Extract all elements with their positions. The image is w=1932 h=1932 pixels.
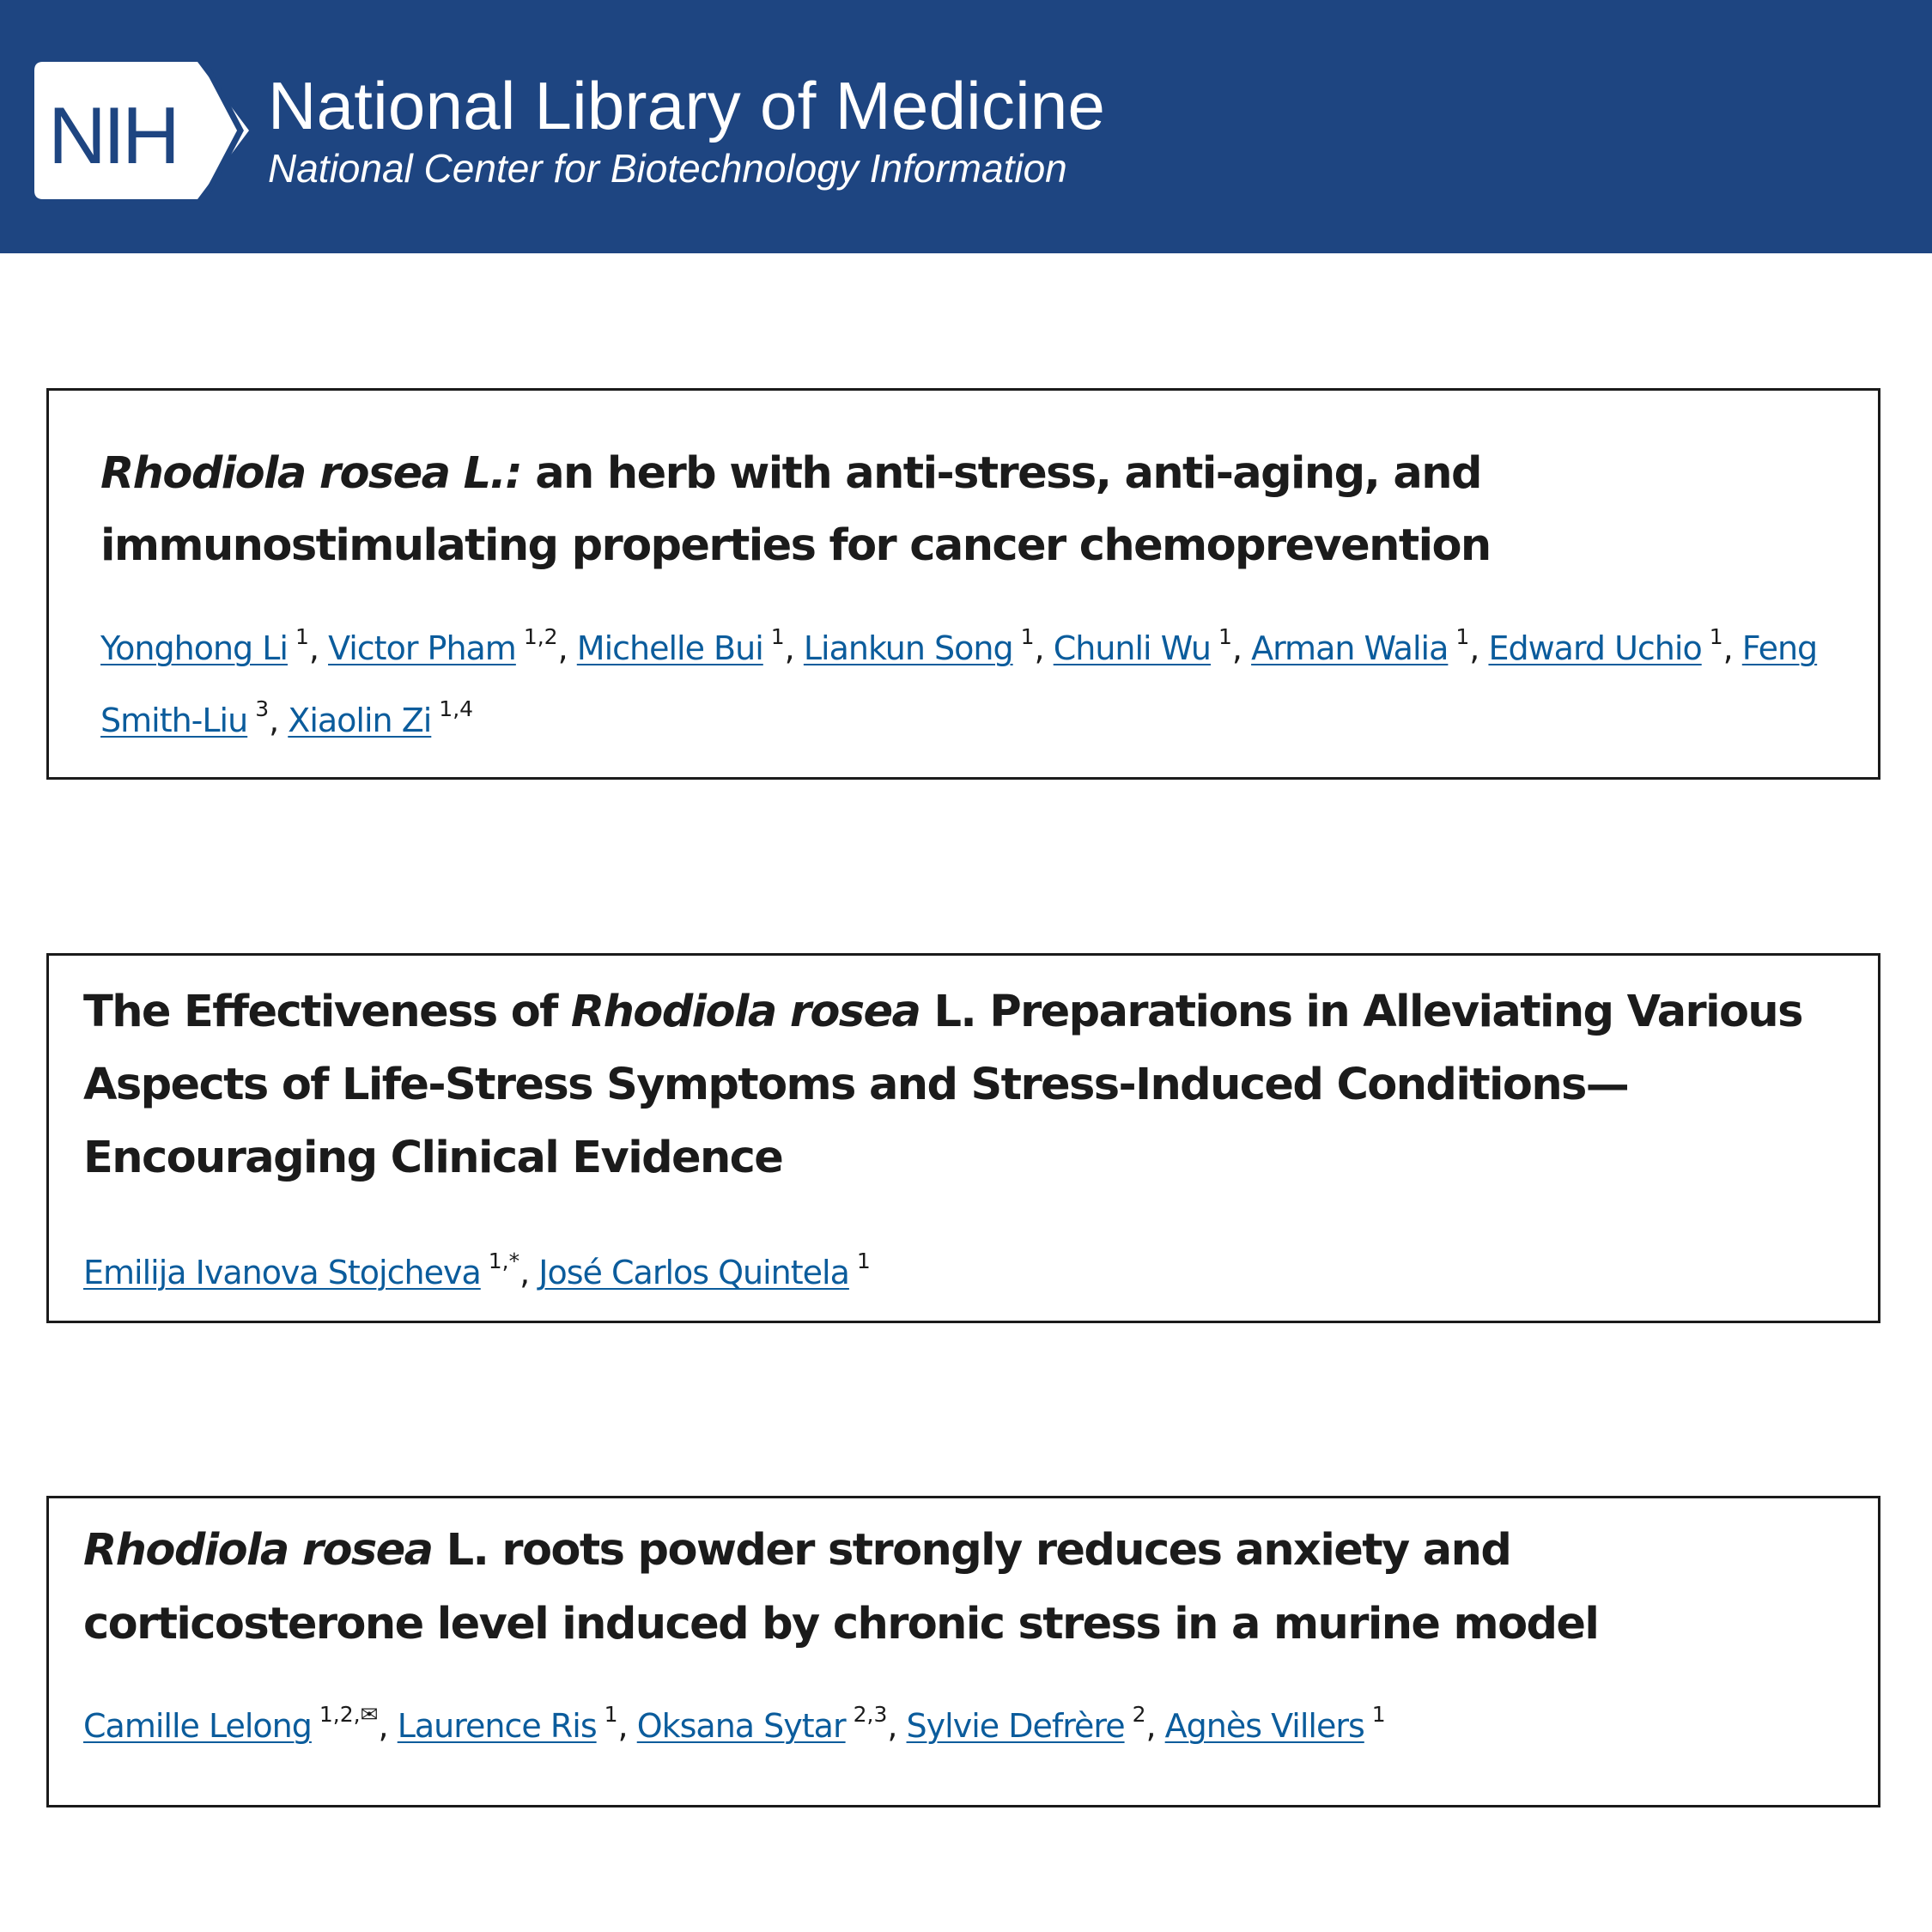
author-link[interactable]: Emilija Ivanova Stojcheva [83, 1254, 481, 1291]
affiliation-marker: 1 [1218, 624, 1232, 649]
affiliation-marker: 3 [255, 696, 270, 721]
author-link[interactable]: Oksana Sytar [636, 1707, 846, 1745]
article-title[interactable] [83, 975, 1802, 1194]
affiliation-marker: 1 [1020, 624, 1035, 649]
author-link[interactable]: Victor Pham [328, 629, 516, 667]
author-link[interactable]: Feng [1741, 629, 1818, 667]
author-link[interactable]: Michelle Bui [576, 629, 763, 667]
affiliation-marker: 1,2 [523, 624, 558, 649]
article-title-line: The Effectiveness of Rhodiola rosea L. Preparations in Alleviating Various [83, 987, 1802, 1037]
author-link[interactable]: Sylvie Defrère [906, 1707, 1125, 1745]
affiliation-marker: 1 [1709, 624, 1723, 649]
affiliation-marker: 2 [1132, 1702, 1146, 1727]
author-separator: , [1231, 629, 1242, 667]
author-link[interactable]: Agnès Villers [1164, 1707, 1364, 1745]
article-title-line: immunostimulating properties for cancer chemoprevention [100, 520, 1491, 571]
nih-logo-icon[interactable] [34, 62, 249, 199]
header-subtitle: National Center for Biotechnology Information [268, 146, 1067, 191]
author-list [83, 1690, 1386, 1762]
article-title-line: Rhodiola rosea L.: an herb with anti-stress, anti-aging, and [100, 448, 1481, 499]
author-list [83, 1236, 871, 1309]
author-line [83, 1690, 1386, 1762]
affiliation-marker: 1,* [488, 1249, 520, 1273]
article-title-line: corticosterone level induced by chronic stress in a murine model [83, 1599, 1599, 1649]
author-separator: , [378, 1707, 388, 1745]
author-link[interactable]: Liankun Song [803, 629, 1013, 667]
affiliation-marker: 1,2,✉ [319, 1702, 379, 1727]
header-title[interactable]: National Library of Medicine [268, 68, 1106, 143]
nih-logo-text: NIH [48, 90, 177, 180]
affiliation-marker: 1 [1371, 1702, 1386, 1727]
author-separator: , [617, 1707, 628, 1745]
author-separator: , [1034, 629, 1044, 667]
author-link[interactable]: Xiaolin Zi [288, 702, 432, 739]
affiliation-marker: 1 [1455, 624, 1470, 649]
author-separator: , [784, 629, 794, 667]
author-separator: , [1722, 629, 1733, 667]
author-separator: , [519, 1254, 530, 1291]
article-card [46, 1496, 1880, 1807]
affiliation-marker: 1 [604, 1702, 618, 1727]
article-title[interactable] [100, 438, 1491, 582]
article-card [46, 953, 1880, 1323]
article-title-line: Aspects of Life-Stress Symptoms and Stress-Induced Conditions— [83, 1060, 1629, 1110]
article-title-line: Encouraging Clinical Evidence [83, 1133, 783, 1183]
author-link[interactable]: José Carlos Quintela [538, 1254, 849, 1291]
affiliation-marker: 1 [770, 624, 785, 649]
author-link[interactable]: Edward Uchio [1488, 629, 1702, 667]
author-link[interactable]: Laurence Ris [397, 1707, 597, 1745]
author-link[interactable]: Arman Walia [1251, 629, 1449, 667]
author-link[interactable]: Yonghong Li [100, 629, 288, 667]
affiliation-marker: 1,4 [439, 696, 474, 721]
author-line [83, 1236, 871, 1309]
author-link[interactable]: Smith-Liu [100, 702, 248, 739]
author-line [100, 612, 1817, 684]
author-list [100, 612, 1817, 756]
article-title-line: Rhodiola rosea L. roots powder strongly reduces anxiety and [83, 1525, 1511, 1576]
author-line [100, 684, 1817, 756]
author-separator: , [269, 702, 279, 739]
author-separator: , [887, 1707, 897, 1745]
site-header [0, 0, 1932, 253]
author-separator: , [308, 629, 319, 667]
author-separator: , [1469, 629, 1479, 667]
author-link[interactable]: Camille Lelong [83, 1707, 312, 1745]
affiliation-marker: 2,3 [853, 1702, 888, 1727]
article-title[interactable] [83, 1514, 1598, 1662]
author-separator: , [1145, 1707, 1156, 1745]
author-link[interactable]: Chunli Wu [1053, 629, 1212, 667]
affiliation-marker: 1 [295, 624, 309, 649]
affiliation-marker: 1 [856, 1249, 871, 1273]
article-card [46, 388, 1880, 780]
author-separator: , [557, 629, 568, 667]
